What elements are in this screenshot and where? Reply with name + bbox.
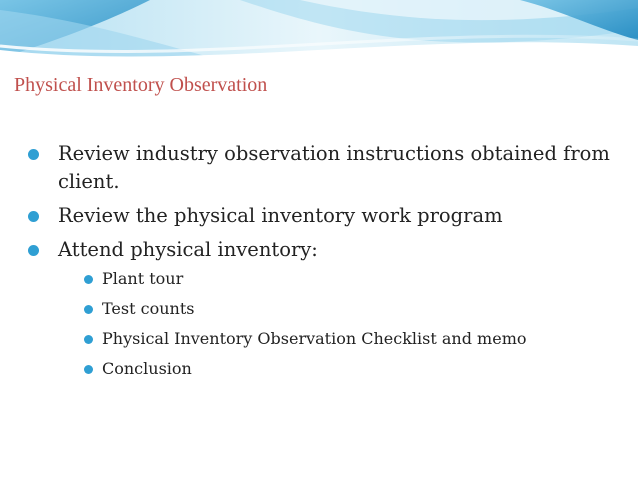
bullet-dot-icon xyxy=(28,211,39,222)
list-item xyxy=(22,236,622,380)
bullet-text: Review industry observation instructions obtained from client. xyxy=(58,142,610,193)
header-wave-decoration xyxy=(0,0,638,64)
sub-list-item xyxy=(78,268,622,290)
bullet-dot-icon xyxy=(28,149,39,160)
sub-list-item xyxy=(78,328,622,350)
slide-title: Physical Inventory Observation xyxy=(14,74,268,96)
sub-bullet-list xyxy=(78,268,622,380)
sub-bullet-text: Test counts xyxy=(102,299,195,318)
sub-list-item xyxy=(78,358,622,380)
sub-bullet-text: Physical Inventory Observation Checklist and memo xyxy=(102,329,527,348)
bullet-text: Review the physical inventory work program xyxy=(58,204,503,227)
list-item xyxy=(22,140,622,196)
sub-list-item xyxy=(78,298,622,320)
sub-bullet-text: Plant tour xyxy=(102,269,184,288)
bullet-list xyxy=(22,140,622,388)
bullet-dot-icon xyxy=(84,275,93,284)
bullet-dot-icon xyxy=(84,335,93,344)
sub-bullet-text: Conclusion xyxy=(102,359,192,378)
bullet-dot-icon xyxy=(84,365,93,374)
bullet-dot-icon xyxy=(84,305,93,314)
bullet-text: Attend physical inventory: xyxy=(58,238,318,261)
bullet-dot-icon xyxy=(28,245,39,256)
list-item xyxy=(22,202,622,230)
